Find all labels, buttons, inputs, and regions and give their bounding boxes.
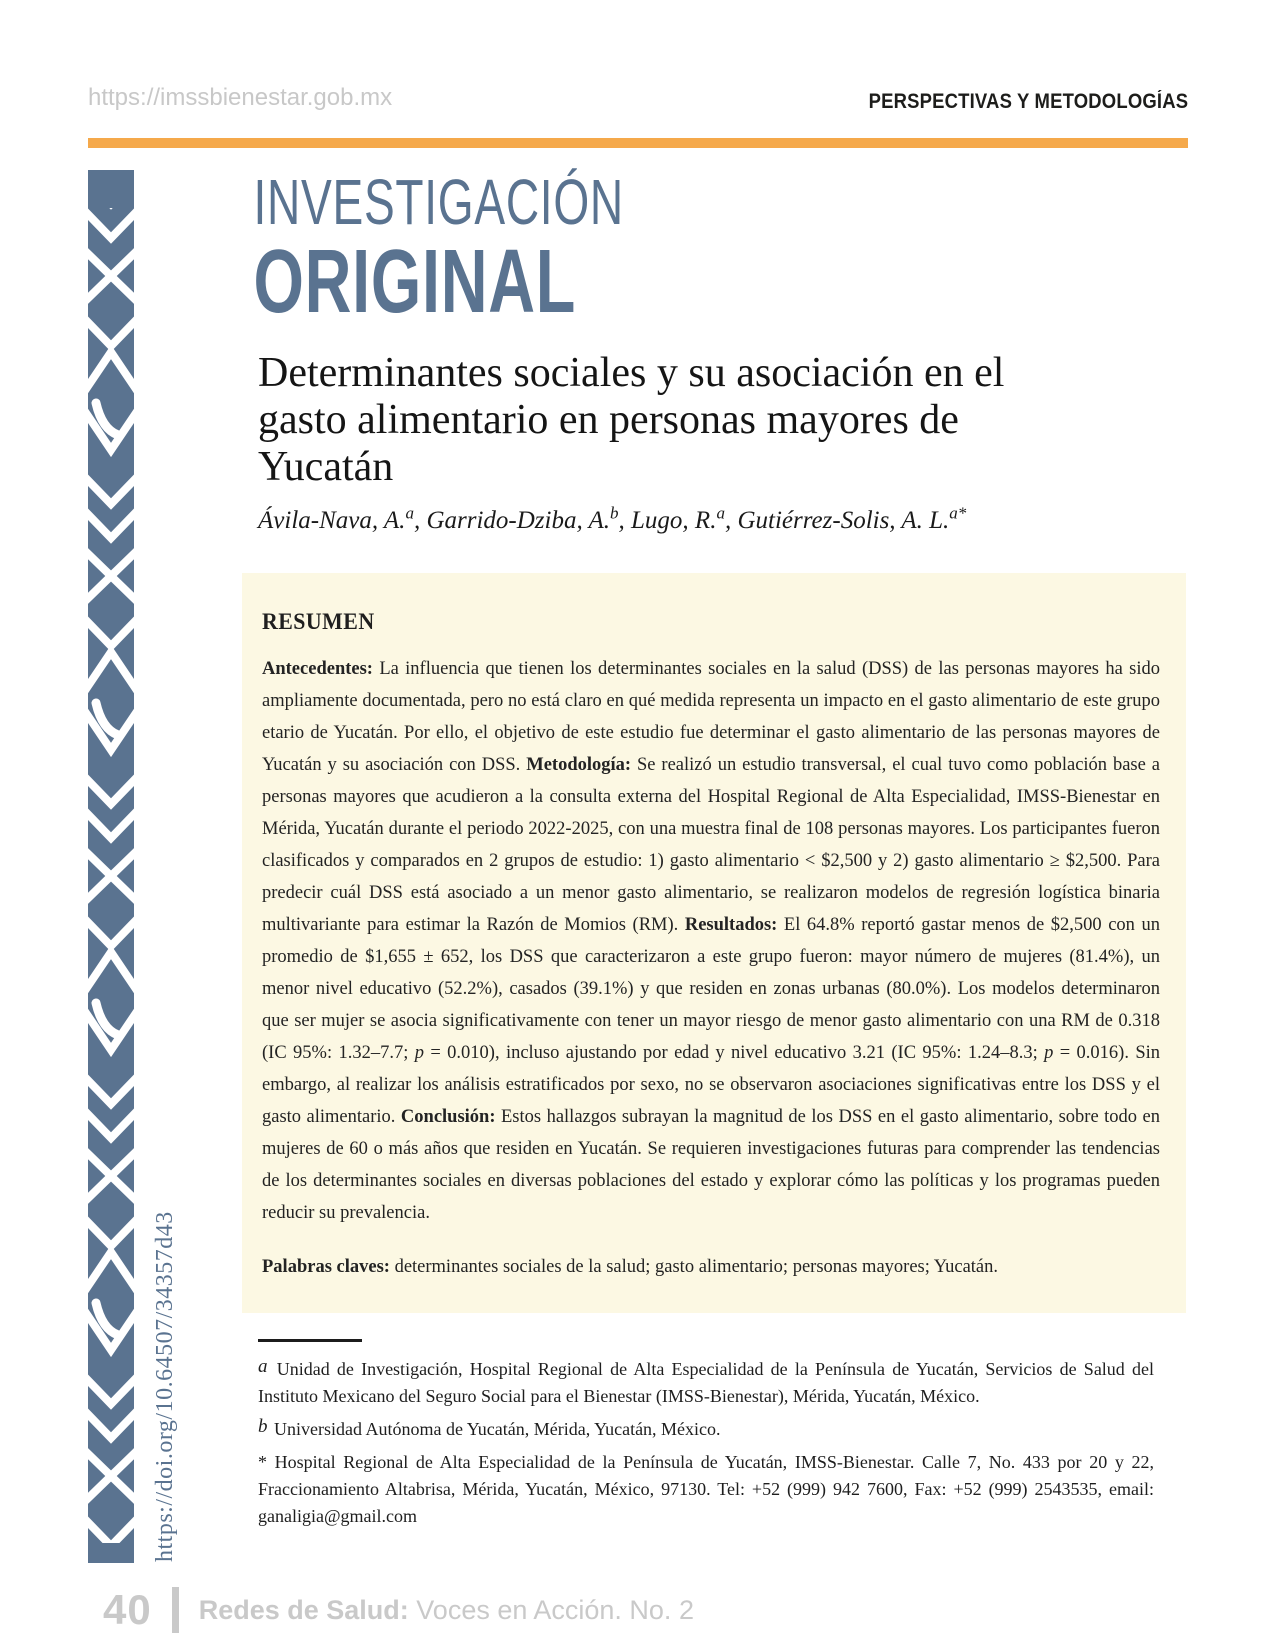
header-rule [88, 138, 1188, 148]
journal-name [199, 1595, 694, 1626]
article-title: Determinantes sociales y su asociación en el gasto alimentario en personas mayores de Yucatán [258, 350, 1005, 490]
keywords-label: Palabras claves: [262, 1257, 390, 1277]
header-section-title: PERSPECTIVAS Y METODOLOGÍAS [868, 90, 1188, 113]
kicker-line-investigacion: INVESTIGACIÓN [253, 166, 624, 238]
doi-vertical-text: https://doi.org/10.64507/34357d43 [152, 1211, 178, 1562]
page-number: 40 [103, 1586, 152, 1633]
header-url: https://imssbienestar.gob.mx [88, 84, 393, 111]
footnote-divider [258, 1339, 362, 1342]
footnotes [242, 1356, 1154, 1530]
keywords-line [262, 1253, 1160, 1281]
journal-name-rest: Voces en Acción. No. 2 [408, 1594, 694, 1625]
abstract-text: Antecedentes: La influencia que tienen los determinantes sociales en la salud (DSS) de las personas mayores ha sido ampliamente documentada, pero no está claro en qué medida representa un impacto en el gasto alimentario de este grupo etario de Yucatán. Por ello, el objetivo de este estudio fue determinar el gasto alimentario de las personas mayores de Yucatán y su asociación con DSS. Metodología: Se realizó un estudio transversal, el cual tuvo como población base a personas mayores que acudieron a la consulta externa del Hospital Regional de Alta Especialidad, IMSS-Bienestar en Mérida, Yucatán durante el periodo 2022-2025, con una muestra final de 108 personas mayores. Los participantes fueron clasificados y comparados en 2 grupos de estudio: 1) gasto alimentario < $2,500 y 2) gasto alimentario ≥ $2,500. Para predecir cuál DSS está asociado a un menor gasto alimentario, se realizaron modelos de regresión logística binaria multivariante para estimar la Razón de Momios (RM). Resultados: El 64.8% reportó gastar menos de $2,500 con un promedio de $1,655 ± 652, los DSS que caracterizaron a este grupo fueron: mayor número de mujeres (81.4%), un menor nivel educativo (52.2%), casados (39.1%) y que residen en zonas urbanas (80.0%). Los modelos determinaron que ser mujer se asocia significativamente con tener un mayor riesgo de menor gasto alimentario con una RM de 0.318 (IC 95%: 1.32–7.7; p = 0.010), incluso ajustando por edad y nivel educativo 3.21 (IC 95%: 1.24–8.3; p = 0.016). Sin embargo, al realizar los análisis estratificados por sexo, no se observaron asociaciones significativas entre los DSS y el gasto alimentario. Conclusión: Estos hallazgos subrayan la magnitud de los DSS en el gasto alimentario, sobre todo en mujeres de 60 o más años que residen en Yucatán. Se requieren investigaciones futuras para comprender las tendencias de los determinantes sociales en diversas poblaciones del estado y explorar cómo las políticas y los programas pueden reducir su prevalencia. [262, 659, 1161, 1223]
footnote: b Universidad Autónoma de Yucatán, Mérida, Yucatán, México. [258, 1416, 721, 1439]
author: Garrido-Dziba, A.$^b$ [426, 503, 619, 534]
abstract-box [242, 573, 1186, 1313]
footer-divider [172, 1587, 179, 1633]
footnote: a Unidad de Investigación, Hospital Regional de Alta Especialidad de la Península de Yucatán, Servicios de Salud del Instituto Mexicano del Seguro Social para el Bienestar (IMSS-Bienestar), Mérida, Yucatán, México. [258, 1356, 1154, 1406]
main-column [242, 166, 1186, 1536]
keywords-text: determinantes sociales de la salud; gasto alimentario; personas mayores; Yucatán. [389, 1257, 999, 1277]
author: Lugo, R.$^a$ [631, 503, 725, 534]
page-footer [103, 1586, 694, 1634]
chevron-pattern-icon [88, 170, 134, 1563]
author: Ávila-Nava, A.$^a$ [258, 503, 414, 534]
footnote: * Hospital Regional de Alta Especialidad de la Península de Yucatán, IMSS-Bienestar. Calle 7, No. 433 por 20 y 22, Fraccionamiento Altabrisa, Mérida, Yucatán, México, 97130. Tel: +52 (999) 942 7600, Fax: +52 (999) 2543535, email: ganaligia@gmail.com [258, 1452, 1154, 1526]
author-list: Ávila-Nava, A.$^a$, Garrido-Dziba, A.$^b$, Lugo, R.$^a$, Gutiérrez-Solis, A. L.$^{a*}$ [258, 503, 967, 534]
journal-name-bold: Redes de Salud: [198, 1594, 409, 1625]
abstract-heading: RESUMEN [262, 609, 375, 634]
author: Gutiérrez-Solis, A. L.$^{a*}$ [737, 503, 967, 534]
kicker-line-original: ORIGINAL [253, 232, 577, 332]
textile-pattern-band [88, 170, 134, 1563]
